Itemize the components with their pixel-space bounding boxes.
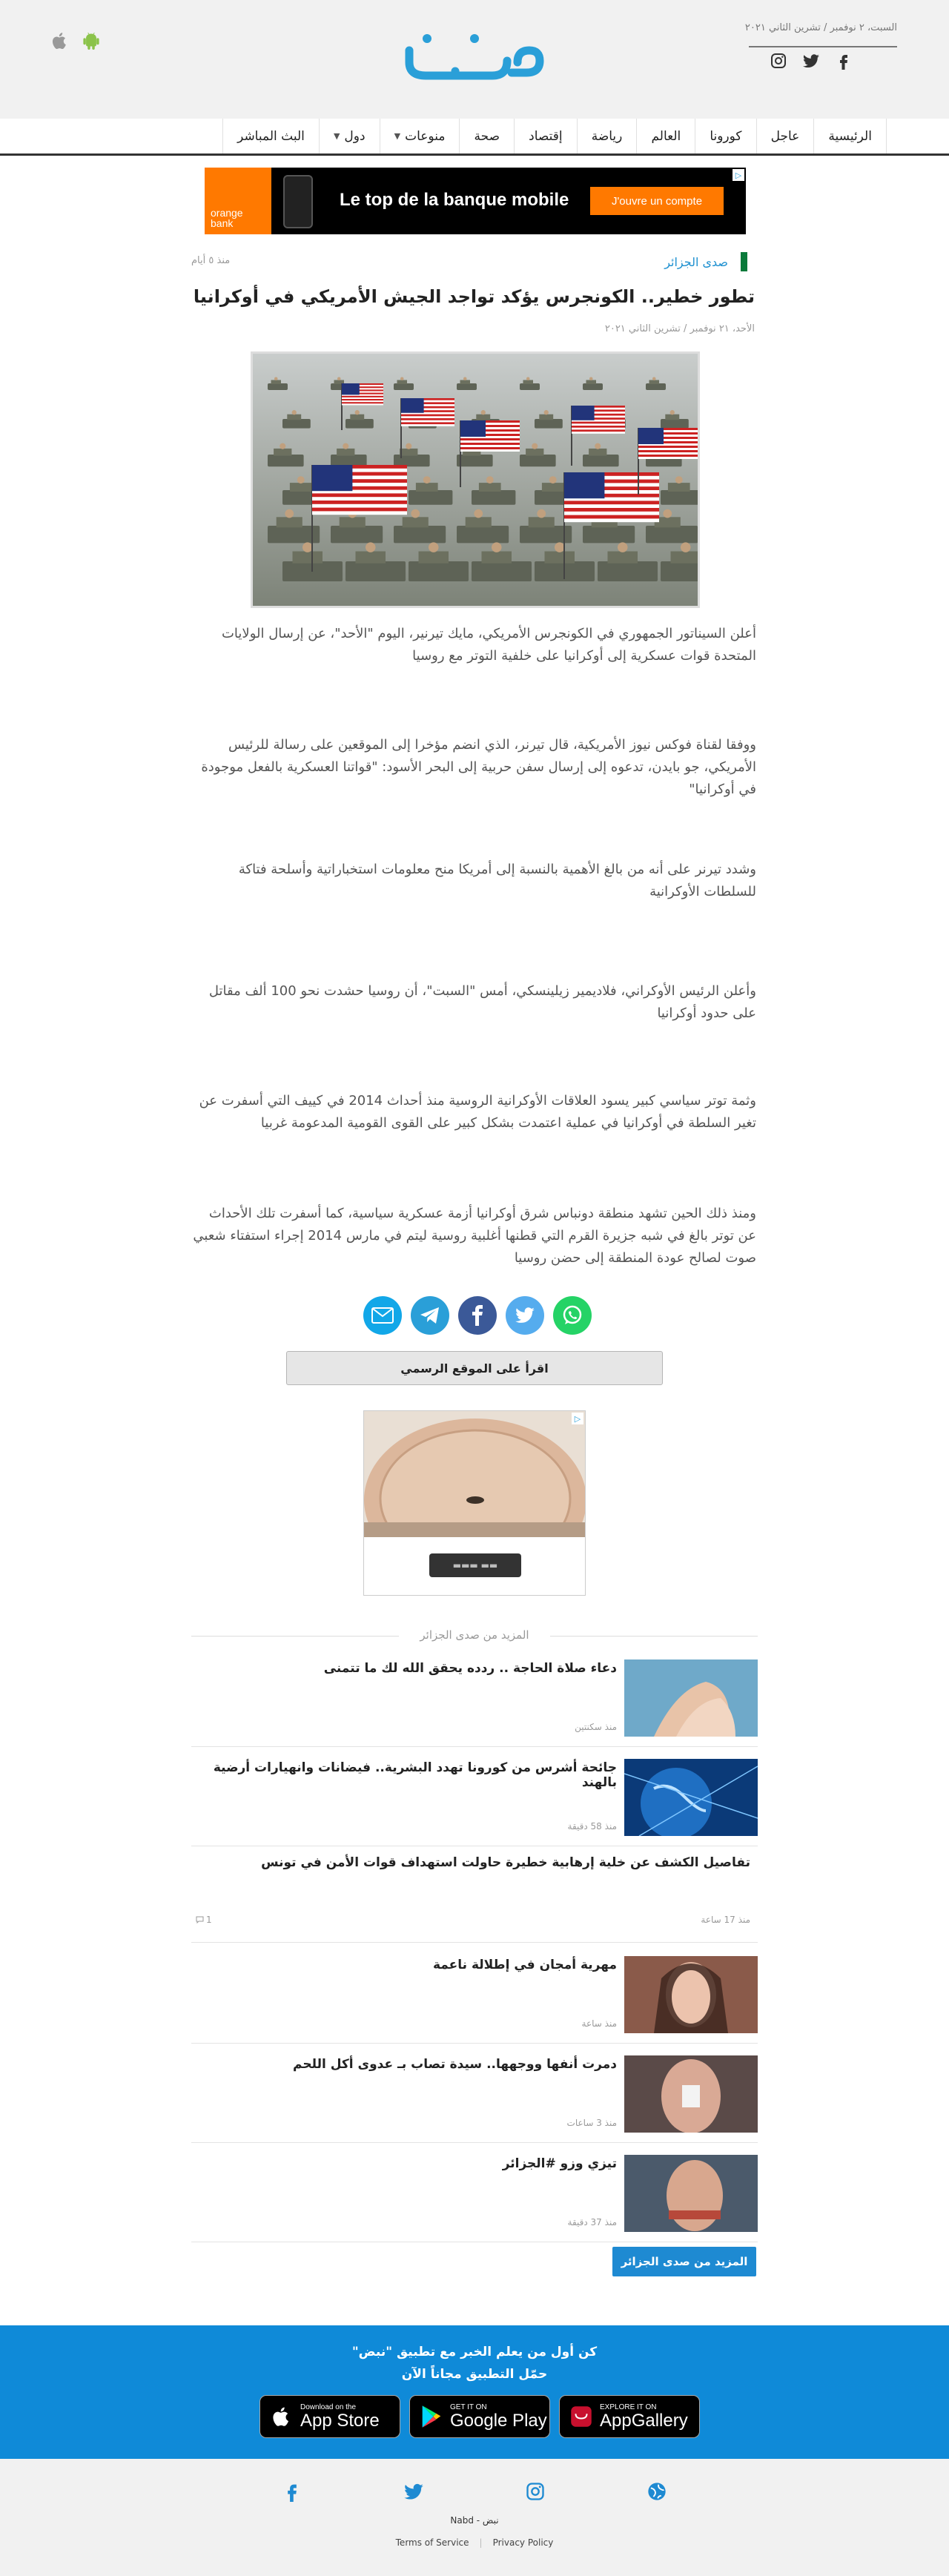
display-ad[interactable]: [363, 1410, 586, 1596]
app-gallery-badge[interactable]: [559, 2395, 700, 2438]
article-paragraph: وأعلن الرئيس الأوكراني، فلاديمير زيلينسكي، أمس "السبت"، أن روسيا حشدت نحو 100 ألف مقاتل على حدود أوكرانيا: [208, 983, 756, 1021]
nav-item[interactable]: [222, 119, 319, 153]
orange-bank-logo: [205, 168, 271, 234]
globe-icon[interactable]: [647, 2481, 667, 2502]
article-paragraph: ووفقا لقناة فوكس نيوز الأمريكية، قال تيرنر، الذي انضم مؤخرا إلى الموقعين على رسالة للرئيس الأمريكي، جو بايدن، تدعوه إلى إرسال سفن حربية إلى البحر الأسود: "قواتنا العسكرية بالفعل موجودة في أوكرانيا": [201, 737, 756, 797]
item-title[interactable]: تيزي وزو #الجزائر: [502, 2156, 617, 2171]
nav-item-label: البث المباشر: [237, 128, 305, 144]
twitter-icon[interactable]: [802, 52, 820, 70]
store-name: App Store: [300, 2410, 380, 2431]
comment-icon: [196, 1916, 204, 1923]
nav-item[interactable]: [459, 119, 514, 153]
share-buttons: [363, 1296, 592, 1335]
store-name: AppGallery: [600, 2410, 688, 2431]
item-time-ago: منذ ساعة: [581, 2018, 617, 2029]
article-paragraph: وثمة توتر سياسي كبير يسود العلاقات الأوكرانية الروسية منذ أحداث 2014 في كييف التي أسفرت عن تغير السلطة في أوكرانيا في عملية اعتمدت بشكل كبير على القوى القومية المدعومة غربيا: [199, 1093, 756, 1131]
main-navigation: [0, 119, 949, 156]
item-time-ago: منذ سكنتين: [575, 1722, 617, 1732]
telegram-icon[interactable]: [411, 1296, 449, 1335]
item-time-ago: منذ 3 ساعات: [566, 2118, 617, 2128]
article-title: تطور خطير.. الكونجرس يؤكد تواجد الجيش الأمريكي في أوكرانيا: [193, 286, 755, 307]
nav-item-label: كورونا: [710, 128, 742, 144]
item-title[interactable]: مهرية أمجان في إطلالة ناعمة: [432, 1958, 617, 1972]
nav-item[interactable]: [577, 119, 637, 153]
more-from-source-heading: [191, 1628, 758, 1643]
current-date: السبت، ٢ نوفمبر / تشرين الثاني ٢٠٢١: [744, 22, 897, 33]
article-hero-image: [251, 351, 700, 608]
facebook-icon[interactable]: [458, 1296, 497, 1335]
date-divider: [749, 46, 897, 47]
item-title[interactable]: تفاصيل الكشف عن خلية إرهابية خطيرة حاولت استهداف قوات الأمن في تونس: [261, 1855, 750, 1870]
nav-menu: [222, 119, 887, 153]
caret-down-icon: ▼: [333, 131, 340, 141]
comments-value: 1: [206, 1915, 212, 1925]
twitter-icon[interactable]: [506, 1296, 544, 1335]
item-time-ago: منذ 58 دقيقة: [567, 1821, 617, 1832]
nav-item[interactable]: [319, 119, 380, 153]
item-time-ago: منذ 37 دقيقة: [567, 2217, 617, 2227]
footer-brand: Nabd - نبض: [450, 2515, 499, 2526]
store-small-text: GET IT ON: [450, 2402, 487, 2411]
store-small-text: EXPLORE IT ON: [600, 2402, 657, 2411]
nav-item[interactable]: [514, 119, 577, 153]
article-time-ago: منذ ٥ أيام: [191, 255, 231, 266]
email-icon[interactable]: [363, 1296, 402, 1335]
nav-item-label: عاجل: [770, 128, 800, 144]
adchoices-icon[interactable]: ▷: [733, 169, 744, 181]
adchoices-icon[interactable]: ▷: [572, 1413, 583, 1424]
nav-item-label: منوعات: [405, 128, 446, 144]
promo-subline: حمّل التطبيق مجاناً الآن: [401, 2367, 548, 2382]
item-thumbnail[interactable]: [624, 1956, 758, 2033]
article-paragraph: أعلن السيناتور الجمهوري في الكونجرس الأمريكي، مايك تيرنير، اليوم "الأحد"، عن إرسال الولايات المتحدة قوات عسكرية إلى أوكرانيا على خلفية التوتر مع روسيا: [221, 626, 756, 664]
store-badges: [259, 2395, 700, 2438]
item-title[interactable]: دعاء صلاة الحاجة .. ردده يحقق الله لك ما تتمنى: [323, 1661, 617, 1676]
nav-item-label: العالم: [651, 128, 681, 144]
phone-image: [283, 175, 313, 228]
article-paragraph: وشدد تيرنر على أنه من بالغ الأهمية بالنسبة إلى أمريكا منح معلومات استخباراتية وأسلحة فتاكة للسلطات الأوكرانية: [238, 862, 756, 899]
nav-item-label: الرئيسية: [828, 128, 872, 144]
ad-cta-button[interactable]: ▬▬▬ ▬▬: [429, 1553, 521, 1577]
comments-count[interactable]: [196, 1915, 212, 1925]
google-play-badge[interactable]: [409, 2395, 550, 2438]
store-small-text: Download on the: [300, 2402, 357, 2411]
apple-icon: [271, 2404, 293, 2429]
item-time-ago: منذ 17 ساعة: [701, 1915, 750, 1925]
list-item[interactable]: [191, 1651, 758, 1747]
huawei-icon: [570, 2405, 592, 2428]
list-item[interactable]: [191, 1846, 758, 1943]
list-item[interactable]: [191, 1750, 758, 1846]
promo-headline: كن أول من يعلم الخبر مع تطبيق "نبض": [351, 2345, 598, 2359]
ad-brand-text: orange bank: [211, 207, 243, 229]
footer: [0, 2459, 949, 2576]
item-thumbnail[interactable]: [624, 1659, 758, 1737]
instagram-icon[interactable]: [770, 52, 787, 70]
list-item[interactable]: [191, 1947, 758, 2044]
nav-item-label: إقتصاد: [529, 128, 563, 144]
item-title[interactable]: جائحة أشرس من كورونا تهدد البشرية.. فيضانات وانهيارات أرضية بالهند: [213, 1760, 617, 1790]
source-name[interactable]: صدى الجزائر: [664, 254, 728, 269]
nav-item[interactable]: [695, 119, 755, 153]
app-store-badge[interactable]: [259, 2395, 400, 2438]
article-paragraph: ومنذ ذلك الحين تشهد منطقة دونباس شرق أوكرانيا أزمة عسكرية سياسية، كما أسفرت تلك الأحداث عن توتر بالغ في شبه جزيرة القرم التي قطنها أغلبية روسية ليتم في مارس 2014 إجراء استفتاء شعبي صوت لصالح عودة المنطقة إلى حضن روسيا: [193, 1206, 756, 1266]
item-thumbnail[interactable]: [624, 1759, 758, 1836]
item-title[interactable]: دمرت أنفها ووجهها.. سيدة تصاب بـ عدوى أكل اللحم: [293, 2057, 617, 2072]
android-icon[interactable]: [82, 31, 101, 50]
facebook-icon[interactable]: [835, 52, 853, 70]
read-on-official-site-button[interactable]: اقرأ على الموقع الرسمي: [286, 1351, 663, 1385]
apple-icon[interactable]: [50, 31, 70, 50]
footer-links: [0, 2537, 949, 2548]
privacy-link[interactable]: Privacy Policy: [492, 2537, 554, 2548]
ad-image: [364, 1411, 586, 1537]
instagram-icon[interactable]: [525, 2481, 546, 2502]
item-thumbnail[interactable]: [624, 2155, 758, 2232]
article-source[interactable]: [664, 252, 747, 271]
app-platform-icons: [50, 31, 101, 50]
header-social-links: [770, 52, 853, 70]
caret-down-icon: ▼: [394, 131, 401, 141]
nav-item[interactable]: [813, 119, 887, 153]
terms-link[interactable]: Terms of Service: [395, 2537, 469, 2548]
whatsapp-icon[interactable]: [553, 1296, 592, 1335]
store-name: Google Play: [450, 2410, 547, 2431]
nav-item-label: صحة: [474, 128, 500, 144]
nav-item[interactable]: [756, 119, 814, 153]
list-item[interactable]: [191, 2047, 758, 2143]
footer-social-links: [282, 2481, 667, 2502]
more-from-source-button[interactable]: المزيد من صدى الجزائر: [612, 2247, 756, 2276]
algeria-flag-icon: [734, 252, 747, 271]
google-play-icon: [420, 2405, 443, 2428]
nav-item[interactable]: [636, 119, 695, 153]
banner-ad[interactable]: [205, 168, 746, 234]
nav-item-label: دول: [344, 128, 366, 144]
app-promo: [0, 2325, 949, 2459]
twitter-icon[interactable]: [403, 2481, 424, 2502]
nav-item[interactable]: [380, 119, 460, 153]
item-thumbnail[interactable]: [624, 2055, 758, 2133]
nav-item-label: رياضة: [591, 128, 623, 144]
ad-cta-button[interactable]: J'ouvre un compte: [590, 187, 724, 215]
tanks-parade-image: [253, 354, 698, 606]
article-date: الأحد، ٢١ نوفمبر / تشرين الثاني ٢٠٢١: [604, 323, 755, 334]
ad-headline: Le top de la banque mobile: [340, 190, 569, 210]
nabd-logo[interactable]: [400, 28, 549, 87]
list-item[interactable]: [191, 2146, 758, 2242]
facebook-icon[interactable]: [282, 2481, 302, 2502]
link-separator: |: [479, 2537, 483, 2548]
top-header: [0, 0, 949, 119]
section-title: المزيد من صدى الجزائر: [420, 1628, 529, 1642]
